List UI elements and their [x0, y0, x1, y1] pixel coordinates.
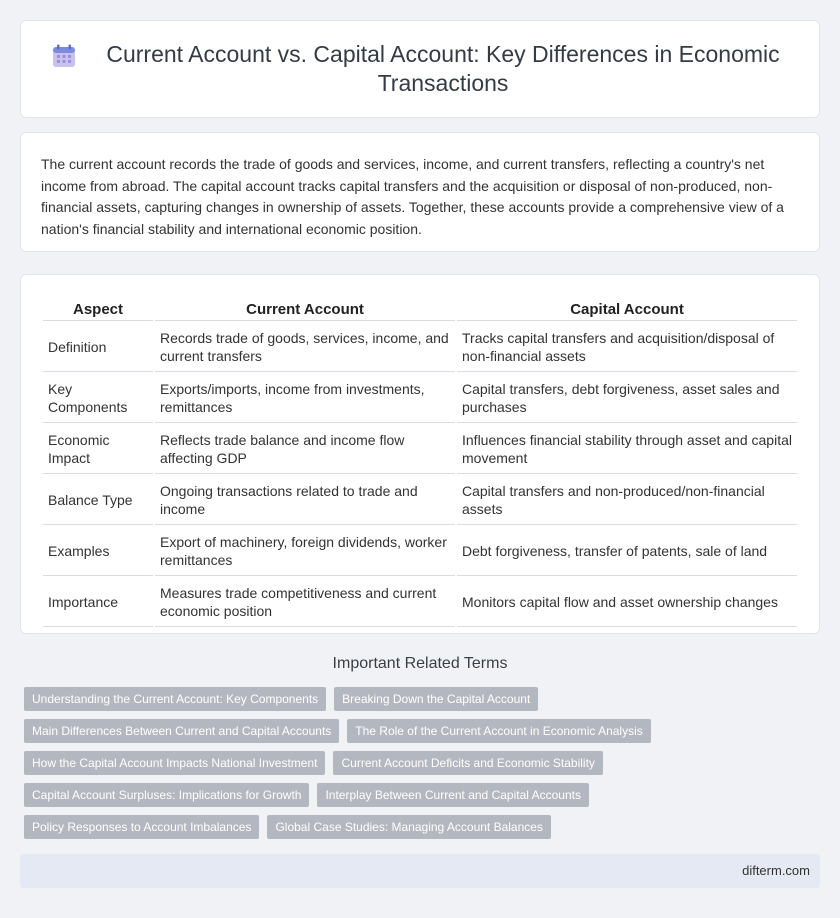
aspect-cell: Balance Type — [43, 476, 153, 525]
current-account-cell: Export of machinery, foreign dividends, worker remittances — [155, 527, 455, 576]
current-account-cell: Records trade of goods, services, income, and current transfers — [155, 323, 455, 372]
aspect-cell: Key Components — [43, 374, 153, 423]
current-account-cell: Reflects trade balance and income flow affecting GDP — [155, 425, 455, 474]
current-account-cell: Ongoing transactions related to trade and income — [155, 476, 455, 525]
related-term-tag[interactable]: Capital Account Surpluses: Implications for Growth — [24, 783, 309, 807]
related-term-tag[interactable]: Main Differences Between Current and Capital Accounts — [24, 719, 339, 743]
capital-account-cell: Monitors capital flow and asset ownership changes — [457, 578, 797, 627]
header-current-account: Current Account — [155, 297, 455, 321]
related-term-tag[interactable]: Understanding the Current Account: Key Components — [24, 687, 326, 711]
calendar-icon — [51, 43, 77, 69]
current-account-cell: Measures trade competitiveness and current economic position — [155, 578, 455, 627]
related-term-tag[interactable]: Global Case Studies: Managing Account Balances — [267, 815, 551, 839]
related-term-tag[interactable]: The Role of the Current Account in Economic Analysis — [347, 719, 650, 743]
table-header-row — [43, 297, 797, 321]
related-term-tag[interactable]: Interplay Between Current and Capital Accounts — [317, 783, 588, 807]
aspect-cell: Economic Impact — [43, 425, 153, 474]
related-term-tag[interactable]: Current Account Deficits and Economic Stability — [333, 751, 602, 775]
page-title: Current Account vs. Capital Account: Key Differences in Economic Transactions — [106, 41, 780, 96]
table-row — [43, 425, 797, 474]
table-row — [43, 578, 797, 627]
related-terms-title: Important Related Terms — [332, 655, 508, 672]
related-term-tag[interactable]: How the Capital Account Impacts National Investment — [24, 751, 325, 775]
related-term-tag[interactable]: Policy Responses to Account Imbalances — [24, 815, 259, 839]
aspect-cell: Definition — [43, 323, 153, 372]
capital-account-cell: Debt forgiveness, transfer of patents, sale of land — [457, 527, 797, 576]
table-row — [43, 323, 797, 372]
capital-account-cell: Capital transfers, debt forgiveness, asset sales and purchases — [457, 374, 797, 423]
header-capital-account: Capital Account — [457, 297, 797, 321]
header-aspect: Aspect — [43, 297, 153, 321]
header-card — [20, 20, 820, 118]
aspect-cell: Importance — [43, 578, 153, 627]
table-row — [43, 374, 797, 423]
table-row — [43, 476, 797, 525]
aspect-cell: Examples — [43, 527, 153, 576]
related-terms-list — [24, 687, 824, 847]
footer — [20, 854, 820, 888]
current-account-cell: Exports/imports, income from investments, remittances — [155, 374, 455, 423]
comparison-table-card — [20, 274, 820, 634]
intro-paragraph: The current account records the trade of goods and services, income, and current transfers, reflecting a country's net income from abroad. The capital account tracks capital transfers and the acquisition or disposal of non-produced, non-financial assets, capturing changes in ownership of assets. Together, these accounts provide a comprehensive view of a nation's financial stability and international economic position. — [41, 156, 784, 237]
comparison-table — [41, 295, 799, 629]
footer-site-link[interactable]: difterm.com — [742, 863, 810, 878]
capital-account-cell: Capital transfers and non-produced/non-financial assets — [457, 476, 797, 525]
table-row — [43, 527, 797, 576]
related-term-tag[interactable]: Breaking Down the Capital Account — [334, 687, 538, 711]
intro-card — [20, 132, 820, 252]
capital-account-cell: Influences financial stability through asset and capital movement — [457, 425, 797, 474]
capital-account-cell: Tracks capital transfers and acquisition/disposal of non-financial assets — [457, 323, 797, 372]
